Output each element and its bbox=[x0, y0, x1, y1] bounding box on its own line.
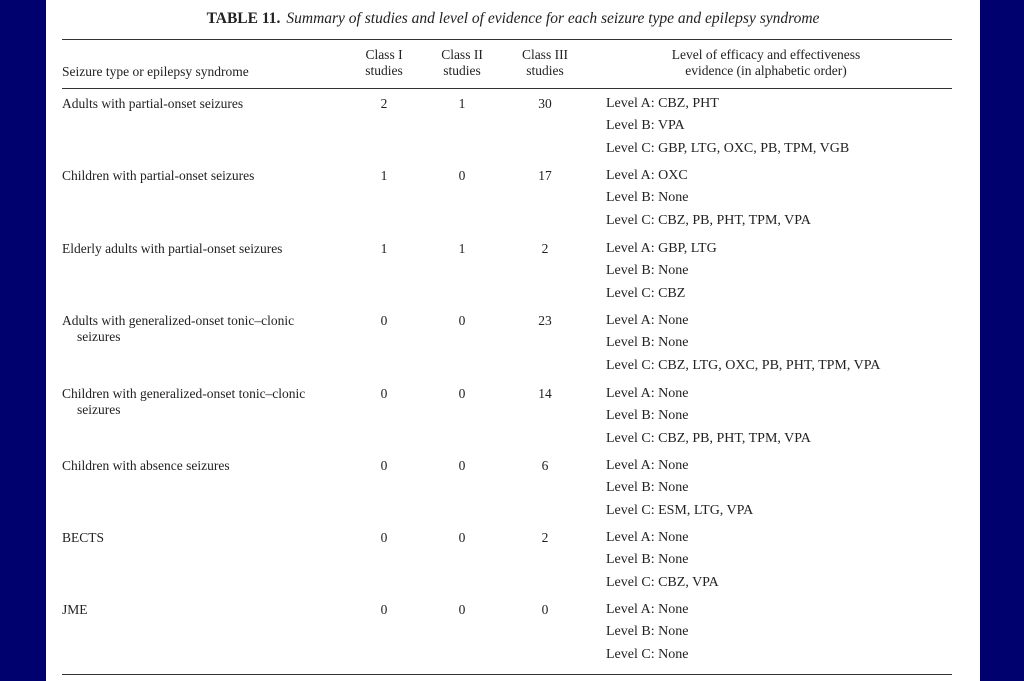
class3-count: 6 bbox=[541, 458, 549, 473]
table-title: Summary of studies and level of evidence for each seizure type and epilepsy syndrome bbox=[286, 10, 820, 27]
header-rule bbox=[62, 88, 952, 89]
evidence-level-line: Level C: CBZ, PB, PHT, TPM, VPA bbox=[606, 430, 811, 446]
evidence-levels bbox=[606, 530, 719, 597]
table-label: TABLE 11. bbox=[206, 10, 281, 27]
seizure-type-line: seizures bbox=[77, 402, 121, 417]
seizure-type-cell bbox=[62, 241, 352, 257]
class3-count: 2 bbox=[541, 241, 549, 256]
evidence-level-line: Level C: CBZ, LTG, OXC, PB, PHT, TPM, VPA bbox=[606, 357, 881, 373]
header-class1: Class I studies bbox=[365, 47, 403, 78]
evidence-levels bbox=[606, 168, 811, 235]
seizure-type-line: Adults with partial-onset seizures bbox=[62, 96, 244, 111]
table-caption bbox=[46, 10, 980, 28]
evidence-level-line: Level A: OXC bbox=[606, 168, 688, 183]
evidence-level-line: Level C: CBZ, VPA bbox=[606, 574, 719, 590]
seizure-type-line: Adults with generalized-onset tonic–clonic bbox=[62, 313, 295, 328]
top-rule bbox=[62, 39, 952, 40]
class1-count: 1 bbox=[380, 241, 388, 256]
class2-count: 0 bbox=[458, 386, 466, 401]
seizure-type-cell bbox=[62, 96, 352, 112]
class1-count: 0 bbox=[380, 530, 388, 545]
class1-count: 0 bbox=[380, 313, 388, 328]
evidence-level-line: Level A: None bbox=[606, 313, 689, 328]
class3-count: 17 bbox=[538, 168, 552, 183]
class1-count: 2 bbox=[380, 96, 388, 111]
class3-count: 23 bbox=[538, 313, 552, 328]
header-level: Level of efficacy and effectiveness evidence (in alphabetic order) bbox=[671, 47, 861, 78]
evidence-levels bbox=[606, 313, 880, 380]
evidence-levels bbox=[606, 458, 753, 525]
evidence-levels bbox=[606, 386, 811, 453]
evidence-level-line: Level C: None bbox=[606, 646, 689, 662]
evidence-level-line: Level B: None bbox=[606, 552, 689, 568]
evidence-level-line: Level A: None bbox=[606, 602, 689, 617]
evidence-level-line: Level C: CBZ, PB, PHT, TPM, VPA bbox=[606, 212, 811, 228]
seizure-type-cell bbox=[62, 458, 352, 474]
evidence-level-line: Level B: None bbox=[606, 190, 689, 206]
evidence-level-line: Level B: None bbox=[606, 480, 689, 496]
evidence-level-line: Level B: None bbox=[606, 624, 689, 640]
evidence-level-line: Level A: None bbox=[606, 458, 689, 473]
evidence-level-line: Level B: None bbox=[606, 335, 689, 351]
seizure-type-line: Children with generalized-onset tonic–clonic bbox=[62, 386, 306, 401]
class1-count: 0 bbox=[380, 602, 388, 617]
class1-count: 0 bbox=[380, 386, 388, 401]
header-seizure: Seizure type or epilepsy syndrome bbox=[62, 64, 249, 79]
evidence-level-line: Level C: ESM, LTG, VPA bbox=[606, 502, 754, 518]
header-class3: Class III studies bbox=[521, 47, 569, 78]
document-page bbox=[46, 0, 980, 681]
class2-count: 1 bbox=[458, 96, 466, 111]
evidence-levels bbox=[606, 602, 688, 669]
class2-count: 0 bbox=[458, 458, 466, 473]
seizure-type-line: JME bbox=[62, 602, 88, 617]
seizure-type-cell bbox=[62, 530, 352, 546]
class2-count: 1 bbox=[458, 241, 466, 256]
evidence-level-line: Level A: CBZ, PHT bbox=[606, 96, 719, 111]
seizure-type-line: Children with absence seizures bbox=[62, 458, 230, 473]
evidence-level-line: Level A: GBP, LTG bbox=[606, 241, 717, 256]
seizure-type-line: Children with partial-onset seizures bbox=[62, 168, 255, 183]
class3-count: 30 bbox=[538, 96, 552, 111]
class2-count: 0 bbox=[458, 530, 466, 545]
class3-count: 2 bbox=[541, 530, 549, 545]
class2-count: 0 bbox=[458, 313, 466, 328]
seizure-type-line: Elderly adults with partial-onset seizures bbox=[62, 241, 283, 256]
seizure-type-line: BECTS bbox=[62, 530, 105, 545]
evidence-level-line: Level A: None bbox=[606, 386, 689, 401]
evidence-level-line: Level B: None bbox=[606, 408, 689, 424]
class1-count: 0 bbox=[380, 458, 388, 473]
class2-count: 0 bbox=[458, 602, 466, 617]
evidence-levels bbox=[606, 241, 717, 308]
class3-count: 0 bbox=[541, 602, 549, 617]
evidence-level-line: Level C: CBZ bbox=[606, 285, 686, 301]
seizure-type-cell bbox=[62, 168, 352, 184]
seizure-type-cell bbox=[62, 313, 352, 345]
header-class2: Class II studies bbox=[441, 47, 483, 78]
seizure-type-cell bbox=[62, 602, 352, 618]
seizure-type-line: seizures bbox=[77, 329, 121, 344]
evidence-level-line: Level C: GBP, LTG, OXC, PB, TPM, VGB bbox=[606, 140, 850, 156]
bottom-rule bbox=[62, 674, 952, 675]
evidence-levels bbox=[606, 96, 849, 163]
class3-count: 14 bbox=[538, 386, 552, 401]
seizure-type-cell bbox=[62, 386, 352, 418]
class2-count: 0 bbox=[458, 168, 466, 183]
evidence-level-line: Level B: None bbox=[606, 263, 689, 279]
class1-count: 1 bbox=[380, 168, 388, 183]
evidence-level-line: Level A: None bbox=[606, 530, 689, 545]
evidence-level-line: Level B: VPA bbox=[606, 118, 685, 134]
